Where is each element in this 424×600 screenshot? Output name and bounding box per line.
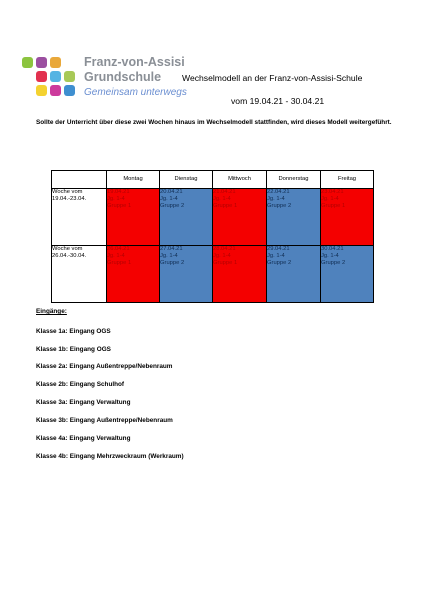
day-header: Donnerstag xyxy=(267,171,321,189)
entrance-item: Klasse 4a: Eingang Verwaltung xyxy=(36,435,131,442)
day-header: Mittwoch xyxy=(213,171,267,189)
logo-square xyxy=(22,57,33,68)
cell-group: Gruppe 1 xyxy=(213,203,238,209)
cell-date: 28.04.21 xyxy=(213,246,236,252)
schedule-table xyxy=(51,170,374,303)
cell-group: Gruppe 2 xyxy=(267,260,292,266)
cell-date: 26.04.21 xyxy=(107,246,130,252)
schedule-cell xyxy=(107,189,160,246)
day-header: Montag xyxy=(107,171,160,189)
cell-group: Gruppe 1 xyxy=(321,203,346,209)
school-logo-squares xyxy=(20,57,76,99)
cell-group: Gruppe 2 xyxy=(160,203,185,209)
cell-date: 23.04.21 xyxy=(321,189,344,195)
cell-date: 21.04.21 xyxy=(213,189,236,195)
logo-square xyxy=(50,71,61,82)
cell-group: Gruppe 1 xyxy=(107,203,132,209)
cell-date: 19.04.21 xyxy=(107,189,130,195)
schedule-cell xyxy=(321,246,374,303)
entrance-item: Klasse 4b: Eingang Mehrzweckraum (Werkraum) xyxy=(36,453,184,460)
intro-paragraph: Sollte der Unterricht über diese zwei Wochen hinaus im Wechselmodell stattfinden, wird dieses Modell weitergeführt. xyxy=(36,119,392,126)
logo-square xyxy=(36,57,47,68)
day-header: Dienstag xyxy=(160,171,213,189)
cell-grade: Jg. 1-4 xyxy=(213,196,231,202)
entrance-item: Klasse 2b: Eingang Schulhof xyxy=(36,381,125,388)
cell-group: Gruppe 2 xyxy=(321,260,346,266)
logo-square xyxy=(50,85,61,96)
cell-group: Gruppe 2 xyxy=(267,203,292,209)
cell-group: Gruppe 1 xyxy=(107,260,132,266)
week-label-line1: Woche vom xyxy=(52,246,83,252)
schedule-cell xyxy=(213,189,267,246)
entrance-item: Klasse 2a: Eingang Außentreppe/Nebenraum xyxy=(36,363,173,370)
cell-date: 29.04.21 xyxy=(267,246,290,252)
school-tagline: Gemeinsam unterwegs xyxy=(84,87,187,98)
cell-date: 20.04.21 xyxy=(160,189,183,195)
entrances-title: Eingänge: xyxy=(36,308,67,315)
day-header: Freitag xyxy=(321,171,374,189)
cell-date: 30.04.21 xyxy=(321,246,344,252)
cell-grade: Jg. 1-4 xyxy=(160,196,178,202)
cell-group: Gruppe 2 xyxy=(160,260,185,266)
cell-grade: Jg. 1-4 xyxy=(321,196,339,202)
cell-grade: Jg. 1-4 xyxy=(213,253,231,259)
entrance-item: Klasse 1b: Eingang OGS xyxy=(36,346,111,353)
week-label-line1: Woche vom xyxy=(52,189,83,195)
week-label xyxy=(52,246,107,303)
entrance-item: Klasse 3a: Eingang Verwaltung xyxy=(36,399,131,406)
document-title: Wechselmodell an der Franz-von-Assisi-Schule xyxy=(182,73,363,83)
cell-grade: Jg. 1-4 xyxy=(321,253,339,259)
logo-square xyxy=(36,85,47,96)
week-row xyxy=(52,189,374,246)
cell-grade: Jg. 1-4 xyxy=(267,196,285,202)
entrance-item: Klasse 1a: Eingang OGS xyxy=(36,328,111,335)
week-label-line2: 26.04.-30.04. xyxy=(52,253,87,259)
school-name xyxy=(84,55,185,85)
schedule-cell xyxy=(213,246,267,303)
school-name-line2: Grundschule xyxy=(84,70,162,84)
cell-date: 27.04.21 xyxy=(160,246,183,252)
date-range: vom 19.04.21 - 30.04.21 xyxy=(231,96,325,106)
schedule-cell xyxy=(321,189,374,246)
logo-square xyxy=(64,85,75,96)
school-name-line1: Franz-von-Assisi xyxy=(84,55,185,69)
week-row xyxy=(52,246,374,303)
cell-grade: Jg. 1-4 xyxy=(160,253,178,259)
week-label-line2: 19.04.-23.04. xyxy=(52,196,87,202)
logo-square xyxy=(64,71,75,82)
entrance-item: Klasse 3b: Eingang Außentreppe/Nebenraum xyxy=(36,417,173,424)
cell-group: Gruppe 1 xyxy=(213,260,238,266)
schedule-cell xyxy=(160,246,213,303)
week-label xyxy=(52,189,107,246)
cell-date: 22.04.21 xyxy=(267,189,290,195)
table-header-row xyxy=(52,171,374,189)
schedule-cell xyxy=(267,189,321,246)
schedule-cell xyxy=(267,246,321,303)
schedule-cell xyxy=(160,189,213,246)
header-empty-cell xyxy=(52,171,107,189)
schedule-cell xyxy=(107,246,160,303)
cell-grade: Jg. 1-4 xyxy=(107,196,125,202)
cell-grade: Jg. 1-4 xyxy=(107,253,125,259)
cell-grade: Jg. 1-4 xyxy=(267,253,285,259)
logo-square xyxy=(36,71,47,82)
logo-square xyxy=(50,57,61,68)
